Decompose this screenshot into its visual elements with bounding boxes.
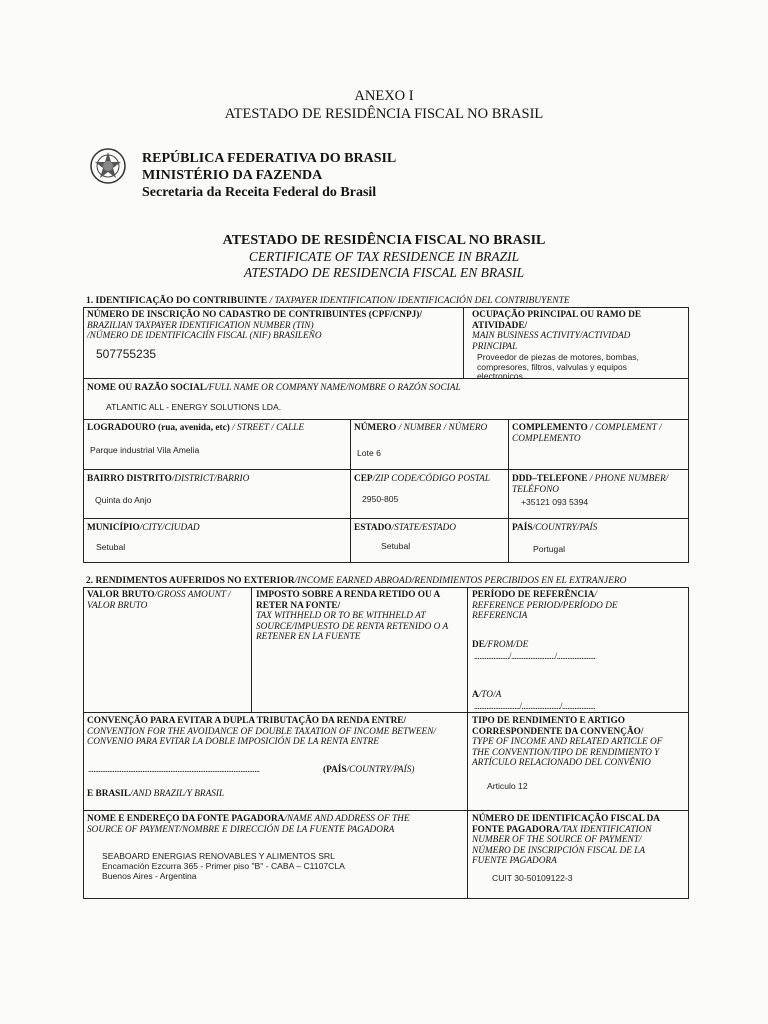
number-label: NÚMERO / NUMBER / NÚMERO [354, 423, 488, 433]
divider [251, 587, 252, 712]
income-type-label: TIPO DE RENDIMENTO E ARTIGO CORRESPONDENTE DA CONVENÇÃO/ TYPE OF INCOME AND RELATED ARTICLE OF THE CONVENTION/TIPO DE RENDIMIENTO Y ARTÍCULO RELACIONADO DEL CONVÊNIO [472, 716, 663, 768]
coat-of-arms-icon [88, 146, 128, 186]
divider [83, 419, 689, 420]
period-from-label: DE/FROM/DE [472, 640, 529, 650]
divider [83, 810, 689, 811]
city-label: MUNICÍPIO/CITY/CIUDAD [87, 523, 200, 533]
country-label: PAÍS/COUNTRY/PAÍS [512, 523, 598, 533]
complement-label: COMPLEMENTO / COMPLEMENT / COMPLEMENTO [512, 423, 662, 444]
convention-country-label: (PAÍS/COUNTRY/PAÍS) [323, 765, 415, 775]
section2-title: 2. RENDIMENTOS AUFERIDOS NO EXTERIOR/INCOME EARNED ABROAD/RENDIMIENTOS PERCIBIDOS EN EL EXTRANJERO [86, 576, 627, 586]
cnpj-value: 507755235 [96, 347, 157, 361]
name-label: NOME OU RAZÃO SOCIAL/FULL NAME OR COMPANY NAME/NOMBRE O RAZÓN SOCIAL [87, 383, 461, 393]
zip-label: CEP/ZIP CODE/CÓDIGO POSTAL [354, 474, 491, 484]
activity-value: Proveedor de piezas de motores, bombas, compresores, filtros, valvulas y equipos electronicos. [477, 352, 639, 381]
country-value: Portugal [533, 544, 566, 554]
divider [350, 419, 351, 563]
payer-label: NOME E ENDEREÇO DA FONTE PAGADORA/NAME AND ADDRESS OF THE SOURCE OF PAYMENT/NOMBRE E DIRECCIÓN DE LA FUENTE PAGADORA [87, 814, 410, 835]
section1-title: 1. IDENTIFICAÇÃO DO CONTRIBUINTE / TAXPAYER IDENTIFICATION/ IDENTIFICACIÓN DEL CONTRIBUYENTE [86, 296, 570, 306]
cnpj-label: NÚMERO DE INSCRIÇÃO NO CADASTRO DE CONTRIBUINTES (CPF/CNPJ)/ BRAZILIAN TAXPAYER IDENTIFICATION NUMBER (TIN) /NÚMERO DE IDENTIFICACIÍN FISCAL (NIF) BRASILEÑO [87, 310, 422, 341]
brazil-label: E BRASIL/AND BRAZIL/Y BRASIL [87, 789, 225, 799]
income-type-value: Articulo 12 [487, 781, 528, 791]
period-to-field: ........................../....................../................... [474, 701, 596, 711]
header-title: ATESTADO DE RESIDÊNCIA FISCAL NO BRASIL [224, 106, 544, 122]
doc-title-pt: ATESTADO DE RESIDÊNCIA FISCAL NO BRASIL [222, 233, 546, 248]
org-republic: REPÚBLICA FEDERATIVA DO BRASIL [142, 151, 397, 166]
street-value: Parque industrial Vila Amelia [90, 445, 200, 455]
district-value: Quinta do Anjo [95, 495, 152, 505]
divider [83, 469, 689, 470]
city-value: Setubal [96, 542, 126, 552]
divider [508, 419, 509, 563]
convention-country-field: .................................................................................................. [88, 764, 260, 774]
doc-title-en: CERTIFICATE OF TAX RESIDENCE IN BRAZIL [248, 249, 520, 264]
org-secretariat: Secretaria da Receita Federal do Brasil [142, 185, 377, 200]
number-value: Lote 6 [357, 448, 381, 458]
convention-label: CONVENÇÃO PARA EVITAR A DUPLA TRIBUTAÇÃO DA RENDA ENTRE/ CONVENTION FOR THE AVOIDANCE OF DOUBLE TAXATION OF INCOME BETWEEN/ CONVENIO PARA EVITAR LA DOBLE IMPOSICIÓN DE LA RENTA ENTRE [87, 716, 437, 747]
state-label: ESTADO/STATE/ESTADO [354, 523, 456, 533]
activity-label: OCUPAÇÃO PRINCIPAL OU RAMO DE ATIVIDADE/ MAIN BUSINESS ACTIVITY/ACTIVIDAD PRINCIPAL [472, 310, 642, 352]
street-label: LOGRADOURO (rua, avenida, etc) / STREET / CALLE [87, 423, 305, 433]
divider [467, 587, 468, 899]
name-value: ATLANTIC ALL - ENERGY SOLUTIONS LDA. [106, 402, 282, 412]
payer-id-label: NÚMERO DE IDENTIFICAÇÃO FISCAL DA FONTE PAGADORA/TAX IDENTIFICATION NUMBER OF THE SOURCE OF PAYMENT/ NÚMERO DE INSCRIPCIÓN FISCAL DE LA FUENTE PAGADORA [472, 814, 661, 866]
divider [463, 307, 464, 378]
district-label: BAIRRO DISTRITO/DISTRICT/BARRIO [87, 474, 250, 484]
tax-withheld-label: IMPOSTO SOBRE A RENDA RETIDO OU A RETER NA FONTE/ TAX WITHHELD OR TO BE WITHHELD AT SOURCE/IMPUESTO DE RENTA RETENIDO O A RETENER EN LA FUENTE [256, 590, 449, 642]
period-label: PERÍODO DE REFERÊNCIA/ REFERENCE PERIOD/PERÍODO DE REFERENCIA [472, 590, 618, 621]
gross-amount-label: VALOR BRUTO/GROSS AMOUNT / VALOR BRUTO [87, 590, 231, 611]
org-ministry: MINISTÉRIO DA FAZENDA [142, 168, 323, 183]
zip-value: 2950-805 [362, 494, 399, 504]
payer-id-value: CUIT 30-50109122-3 [492, 873, 573, 883]
doc-title-es: ATESTADO DE RESIDENCIA FISCAL EN BRASIL [243, 265, 525, 280]
period-to-label: A/TO/A [472, 690, 502, 700]
period-from-field: ..................../........................./...................... [474, 651, 596, 661]
annex-label: ANEXO I [354, 88, 414, 104]
divider [83, 518, 689, 519]
state-value: Setubal [381, 541, 411, 551]
phone-value: +35121 093 5394 [521, 497, 589, 507]
divider [83, 712, 689, 713]
payer-value: SEABOARD ENERGIAS RENOVABLES Y ALIMENTOS SRL Encamación Ezcurra 365 - Primer piso "B" - CABA – C1107CLA Buenos Aires - Argentina [102, 851, 345, 881]
phone-label: DDD–TELEFONE / PHONE NUMBER/ TELÉFONO [512, 474, 669, 495]
